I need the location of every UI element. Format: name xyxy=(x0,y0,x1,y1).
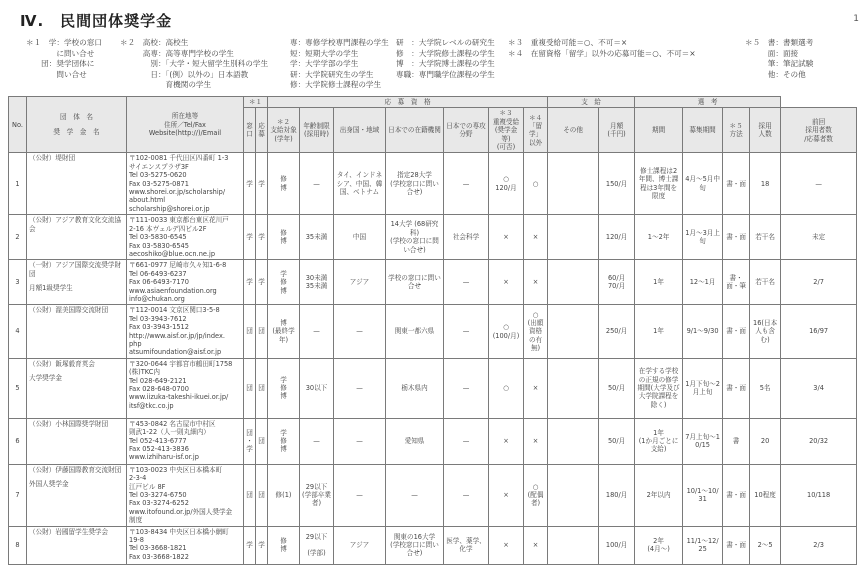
contact-cell: 〒102-0081 千代田区四番町 1-3 サイエンスプラザ3F Tel 03-5275-0620 Fax 03-5275-0871 www.shorei.or.jp/scholarship/ about.html scholarship@shorei.or.jp xyxy=(127,153,244,215)
organization-name: （公財）伊藤国際教育交流財団 xyxy=(29,465,122,474)
other-cell xyxy=(548,418,599,464)
ratio-cell: 2/7 xyxy=(781,260,857,305)
organization-name: （一財）アジア国際交流奨学財団 xyxy=(29,261,122,278)
non-student-cell: × xyxy=(524,418,548,464)
header-count: 採用 人数 xyxy=(750,108,781,153)
row-number: 3 xyxy=(9,260,27,305)
age-cell: — xyxy=(300,305,334,358)
domestic-cell: 指定28大学 (学校窓口に問い合せ) xyxy=(386,153,444,215)
legend-line: 別：「大学・短大留学生別科の学生 xyxy=(120,59,269,68)
header-region: 出身国・地域 xyxy=(334,108,386,153)
row-number: 5 xyxy=(9,358,27,418)
major-cell: — xyxy=(444,358,489,418)
age-cell: 29以下 (学部) xyxy=(300,526,334,564)
age-cell: — xyxy=(300,418,334,464)
organization-cell xyxy=(27,526,127,564)
method-cell: 書 xyxy=(723,418,750,464)
apply-cell: 団 xyxy=(256,464,268,526)
domestic-cell: 14大学 (68研究科) (学校の窓口に問い合せ) xyxy=(386,215,444,260)
non-student-cell: × xyxy=(524,215,548,260)
apply-period-cell: 4月〜5月中旬 xyxy=(683,153,723,215)
legend-line: 学：大学学部の学生 xyxy=(290,59,359,68)
organization-name: （公財）堤財団 xyxy=(29,154,76,163)
domestic-cell: 関東一都六県 xyxy=(386,305,444,358)
header-apply: 応募 xyxy=(256,108,268,153)
apply-period-cell: 9/1〜9/30 xyxy=(683,305,723,358)
window-cell: 学 xyxy=(244,526,256,564)
legend-line: 育機関の学生 xyxy=(120,80,212,89)
legend-line: 団：奨学団体に xyxy=(26,59,95,68)
window-cell: 学 xyxy=(244,260,256,305)
legend-grad xyxy=(396,38,495,80)
header-method: ＊５ 方法 xyxy=(723,108,750,153)
organization-name: （公財）渥美国際交流財団 xyxy=(29,306,109,315)
apply-cell: 団 xyxy=(256,305,268,358)
legend-selection xyxy=(745,38,813,80)
apply-cell: 学 xyxy=(256,215,268,260)
page-title: Ⅳ. 民間団体奨学金 xyxy=(20,12,173,30)
duplicate-cell: ○ xyxy=(489,358,524,418)
contact-cell: 〒103-0023 中央区日本橋本町 2-3-4 江戸ビル 8F Tel 03-3274-6750 Fax 03-3274-6252 www.itofound.or.jp/外国人奨学金 制度 xyxy=(127,464,244,526)
method-cell: 書・面 xyxy=(723,526,750,564)
count-cell: 5名 xyxy=(750,358,781,418)
header-target: ＊２ 支給対象 (学年) xyxy=(268,108,300,153)
header-non-student-visa: ＊４ 「留学」 以外 xyxy=(524,108,548,153)
other-cell xyxy=(548,464,599,526)
window-cell: 学 xyxy=(244,153,256,215)
row-number: 1 xyxy=(9,153,27,215)
row-number: 4 xyxy=(9,305,27,358)
duplicate-cell: × xyxy=(489,215,524,260)
apply-period-cell: 1月〜3月上旬 xyxy=(683,215,723,260)
method-cell: 書・面 xyxy=(723,215,750,260)
method-cell: 書・面 xyxy=(723,153,750,215)
method-cell: 書・面 xyxy=(723,358,750,418)
apply-cell: 団 xyxy=(256,358,268,418)
major-cell: — xyxy=(444,305,489,358)
region-cell: — xyxy=(334,418,386,464)
table-row xyxy=(9,418,857,464)
non-student-cell: ○ xyxy=(524,153,548,215)
legend-line: 面：面接 xyxy=(745,48,799,58)
period-cell: 2年 (4月〜) xyxy=(635,526,683,564)
duplicate-cell: × xyxy=(489,526,524,564)
apply-cell: 学 xyxy=(256,260,268,305)
apply-cell: 学 xyxy=(256,526,268,564)
target-cell: 修 博 xyxy=(268,153,300,215)
contact-cell: 〒661-0977 尼崎市久々知1-6-8 Tel 06-6493-6237 Fax 06-6493-7170 www.asiaenfoundation.org info@chukan.org xyxy=(127,260,244,305)
ratio-cell: 2/3 xyxy=(781,526,857,564)
apply-cell: 団 xyxy=(256,418,268,464)
row-number: 7 xyxy=(9,464,27,526)
organization-name: （公財）小林国際奨学財団 xyxy=(29,419,109,428)
organization-cell xyxy=(27,305,127,358)
region-cell: アジア xyxy=(334,260,386,305)
organization-cell xyxy=(27,464,127,526)
other-cell xyxy=(548,358,599,418)
header-organization xyxy=(27,97,127,153)
count-cell: 10程度 xyxy=(750,464,781,526)
non-student-cell: ○ (配偶者) xyxy=(524,464,548,526)
header-period: 期間 xyxy=(635,108,683,153)
header-major: 日本での専攻分野 xyxy=(444,108,489,153)
age-cell: — xyxy=(300,153,334,215)
amount-cell: 180/月 xyxy=(599,464,635,526)
region-cell: — xyxy=(334,464,386,526)
target-cell: 修 博 xyxy=(268,215,300,260)
legend-line: 博 ：大学院博士課程の学生 xyxy=(396,59,495,68)
legend-target xyxy=(120,38,268,91)
header-age: 年齢制限 (採用時) xyxy=(300,108,334,153)
legend-line: 研：大学院研究生の学生 xyxy=(290,69,374,79)
organization-name: （公財）岩國留学生奨学会 xyxy=(29,527,109,536)
ratio-cell: 3/4 xyxy=(781,358,857,418)
non-student-cell: × xyxy=(524,358,548,418)
scholarship-table xyxy=(8,96,857,565)
legend-line: ＊３ 重複受給可能＝○、不可＝× xyxy=(508,38,628,47)
legend-line: 専：専修学校専門課程の学生 xyxy=(290,38,389,47)
header-eligibility: 応 募 資 格 xyxy=(268,97,548,108)
region-cell: アジア xyxy=(334,526,386,564)
region-cell: — xyxy=(334,358,386,418)
duplicate-cell: × xyxy=(489,418,524,464)
apply-period-cell: 12〜1月 xyxy=(683,260,723,305)
age-cell: 30以下 xyxy=(300,358,334,418)
non-student-cell: × xyxy=(524,260,548,305)
header-payment: 支 給 xyxy=(548,97,635,108)
major-cell: — xyxy=(444,418,489,464)
method-cell: 書・面・筆 xyxy=(723,260,750,305)
duplicate-cell: × xyxy=(489,464,524,526)
legend-line: 修：大学院修士課程の学生 xyxy=(290,80,382,89)
period-cell: 2年以内 xyxy=(635,464,683,526)
legend-line: ＊２ 高校：高校生 xyxy=(120,38,189,47)
legend-level xyxy=(290,38,389,91)
target-cell: 修 博 xyxy=(268,526,300,564)
scholarship-name: 外国人奨学金 xyxy=(29,480,69,489)
period-cell: 在学する学校の正規の修学期間(大学及び大学院課程を除く) xyxy=(635,358,683,418)
legend-line: 研 ：大学院レベルの研究生 xyxy=(396,38,495,47)
region-cell: タイ、インドネシア、中国、韓国、ベトナム xyxy=(334,153,386,215)
target-cell: 学 修 博 xyxy=(268,418,300,464)
legend-line: 高専：高等専門学校の学生 xyxy=(120,48,234,58)
duplicate-cell: × xyxy=(489,260,524,305)
header-window: 窓口 xyxy=(244,108,256,153)
legend-notes xyxy=(508,38,696,59)
period-cell: 1年 xyxy=(635,305,683,358)
organization-name: （公財）飯塚毅育英会 xyxy=(29,359,95,368)
ratio-cell: 16/97 xyxy=(781,305,857,358)
row-number: 8 xyxy=(9,526,27,564)
major-cell: 社会科学 xyxy=(444,215,489,260)
contact-cell: 〒111-0033 東京都台東区花川戸 2-16 本ヴェルデ四ビル2F Tel 03-5830-6545 Fax 03-5830-6545 aecoshiko@blue.ocn.ne.jp xyxy=(127,215,244,260)
legend-line: に問い合せ xyxy=(26,48,95,58)
legend-line: 他：その他 xyxy=(745,69,806,79)
age-cell: 30未満 35未満 xyxy=(300,260,334,305)
window-cell: 団 ・ 学 xyxy=(244,418,256,464)
duplicate-cell: ○ 120/月 xyxy=(489,153,524,215)
window-cell: 団 xyxy=(244,464,256,526)
window-cell: 団 xyxy=(244,358,256,418)
other-cell xyxy=(548,153,599,215)
organization-cell xyxy=(27,418,127,464)
table-row xyxy=(9,153,857,215)
domestic-cell: — xyxy=(386,464,444,526)
apply-period-cell: 7月上旬〜10/15 xyxy=(683,418,723,464)
organization-cell xyxy=(27,215,127,260)
organization-name: （公財）アジア教育文化交流協会 xyxy=(29,216,122,233)
other-cell xyxy=(548,526,599,564)
legend-line: 問い合せ xyxy=(26,69,87,79)
contact-cell: 〒103-8434 中央区日本橋小網町 19-8 Tel 03-3668-1821 Fax 03-3668-1822 xyxy=(127,526,244,564)
apply-cell: 学 xyxy=(256,153,268,215)
header-star1: ＊１ xyxy=(244,97,268,108)
scholarship-name: 大学奨学金 xyxy=(29,374,62,383)
table-row xyxy=(9,526,857,564)
organization-cell xyxy=(27,260,127,305)
legend-window xyxy=(26,38,102,80)
method-cell: 書・面 xyxy=(723,464,750,526)
legend-line: 専職：専門職学位課程の学生 xyxy=(396,69,495,79)
contact-cell: 〒112-0014 文京区関口3-5-8 Tel 03-3943-7612 Fax 03-3943-1512 http://www.aisf.or.jp/jp/index. php atsumifoundation@aisf.or.jp xyxy=(127,305,244,358)
header-domestic: 日本での在籍機関 xyxy=(386,108,444,153)
domestic-cell: 関東の16大学 (学校窓口に問い合せ) xyxy=(386,526,444,564)
table-row xyxy=(9,358,857,418)
table-row xyxy=(9,260,857,305)
header-duplicate: ＊３ 重複受給 (奨学金等) (可否) xyxy=(489,108,524,153)
header-selection: 選 考 xyxy=(635,97,781,108)
other-cell xyxy=(548,260,599,305)
target-cell: 学 修 博 xyxy=(268,358,300,418)
apply-period-cell: 1月下旬〜2月上旬 xyxy=(683,358,723,418)
other-cell xyxy=(548,305,599,358)
page-number: 1 xyxy=(853,14,859,24)
contact-cell: 〒320-0644 宇都宮市鶴田町1758 (株)TKC内 Tel 028-649-2121 Fax 028-648-0700 www.iizuka-takeshi-ikuei.or.jp/ itsf@tkc.co.jp xyxy=(127,358,244,418)
period-cell: 修士課程は2年間、博士課程は3年間を限度 xyxy=(635,153,683,215)
method-cell: 書・面 xyxy=(723,305,750,358)
row-number: 6 xyxy=(9,418,27,464)
target-cell: 修(1) xyxy=(268,464,300,526)
organization-cell xyxy=(27,153,127,215)
count-cell: 16(日本人も含む) xyxy=(750,305,781,358)
domestic-cell: 学校の窓口に問い合せ xyxy=(386,260,444,305)
header-no: No. xyxy=(9,97,27,153)
major-cell: 医学、薬学、化学 xyxy=(444,526,489,564)
legend-line: ＊４ 在留資格「留学」以外の応募可能＝○、不可＝× xyxy=(508,48,696,58)
region-cell: 中国 xyxy=(334,215,386,260)
target-cell: 博 (最終学年) xyxy=(268,305,300,358)
header-contact: 所在地等 住所／Tel/Fax Website(http://)/Email xyxy=(127,97,244,153)
ratio-cell: 未定 xyxy=(781,215,857,260)
major-cell: — xyxy=(444,464,489,526)
ratio-cell: 10/118 xyxy=(781,464,857,526)
header-name-label: 団 体 名 xyxy=(60,113,93,122)
amount-cell: 50/月 xyxy=(599,418,635,464)
count-cell: 若干名 xyxy=(750,260,781,305)
contact-cell: 〒453-0842 名古屋市中村区 則武1-22（人一則丸細内） Tel 052-413-6777 Fax 052-413-3836 www.izhiharu-isf.or.jp xyxy=(127,418,244,464)
count-cell: 2〜5 xyxy=(750,526,781,564)
ratio-cell: 20/32 xyxy=(781,418,857,464)
age-cell: 35未満 xyxy=(300,215,334,260)
table-row xyxy=(9,464,857,526)
header-apply-period: 募集期間 xyxy=(683,108,723,153)
organization-cell xyxy=(27,358,127,418)
amount-cell: 150/月 xyxy=(599,153,635,215)
amount-cell: 250/月 xyxy=(599,305,635,358)
apply-period-cell: 10/1〜10/31 xyxy=(683,464,723,526)
header-ratio: 前回 採用者数 /応募者数 xyxy=(781,108,857,153)
major-cell: — xyxy=(444,153,489,215)
row-number: 2 xyxy=(9,215,27,260)
legend-line: ＊１ 学：学校の窓口 xyxy=(26,38,102,47)
domestic-cell: 栃木県内 xyxy=(386,358,444,418)
amount-cell: 120/月 xyxy=(599,215,635,260)
window-cell: 学 xyxy=(244,215,256,260)
period-cell: 1年 xyxy=(635,260,683,305)
amount-cell: 50/月 xyxy=(599,358,635,418)
other-cell xyxy=(548,215,599,260)
period-cell: 1〜2年 xyxy=(635,215,683,260)
count-cell: 若干名 xyxy=(750,215,781,260)
legend-line: 短：短期大学の学生 xyxy=(290,48,359,58)
age-cell: 29以下 (学部卒業者) xyxy=(300,464,334,526)
table-row xyxy=(9,215,857,260)
count-cell: 20 xyxy=(750,418,781,464)
legend-line: 修 ：大学院修士課程の学生 xyxy=(396,48,495,58)
amount-cell: 100/月 xyxy=(599,526,635,564)
legend-line: 筆：筆記試験 xyxy=(745,59,814,68)
legend-line: 日：「(例）以外の」日本語教 xyxy=(120,69,249,79)
duplicate-cell: ○ (100/月) xyxy=(489,305,524,358)
scholarship-name: 月額1級奨学生 xyxy=(29,284,73,293)
count-cell: 18 xyxy=(750,153,781,215)
header-other: その他 xyxy=(548,108,599,153)
non-student-cell: ○ (出願資格の有無) xyxy=(524,305,548,358)
apply-period-cell: 11/1〜12/25 xyxy=(683,526,723,564)
header-scholarship-label: 奨 学 金 名 xyxy=(53,127,100,136)
table-row xyxy=(9,305,857,358)
amount-cell: 60/月 70/月 xyxy=(599,260,635,305)
non-student-cell: × xyxy=(524,526,548,564)
target-cell: 学 修 博 xyxy=(268,260,300,305)
major-cell: — xyxy=(444,260,489,305)
header-amount: 月額 (千円) xyxy=(599,108,635,153)
window-cell: 団 xyxy=(244,305,256,358)
period-cell: 1年 (1か月ごとに支給) xyxy=(635,418,683,464)
legend-line: ＊５ 書：書類選考 xyxy=(745,38,814,47)
region-cell: — xyxy=(334,305,386,358)
domestic-cell: 愛知県 xyxy=(386,418,444,464)
ratio-cell: — xyxy=(781,153,857,215)
